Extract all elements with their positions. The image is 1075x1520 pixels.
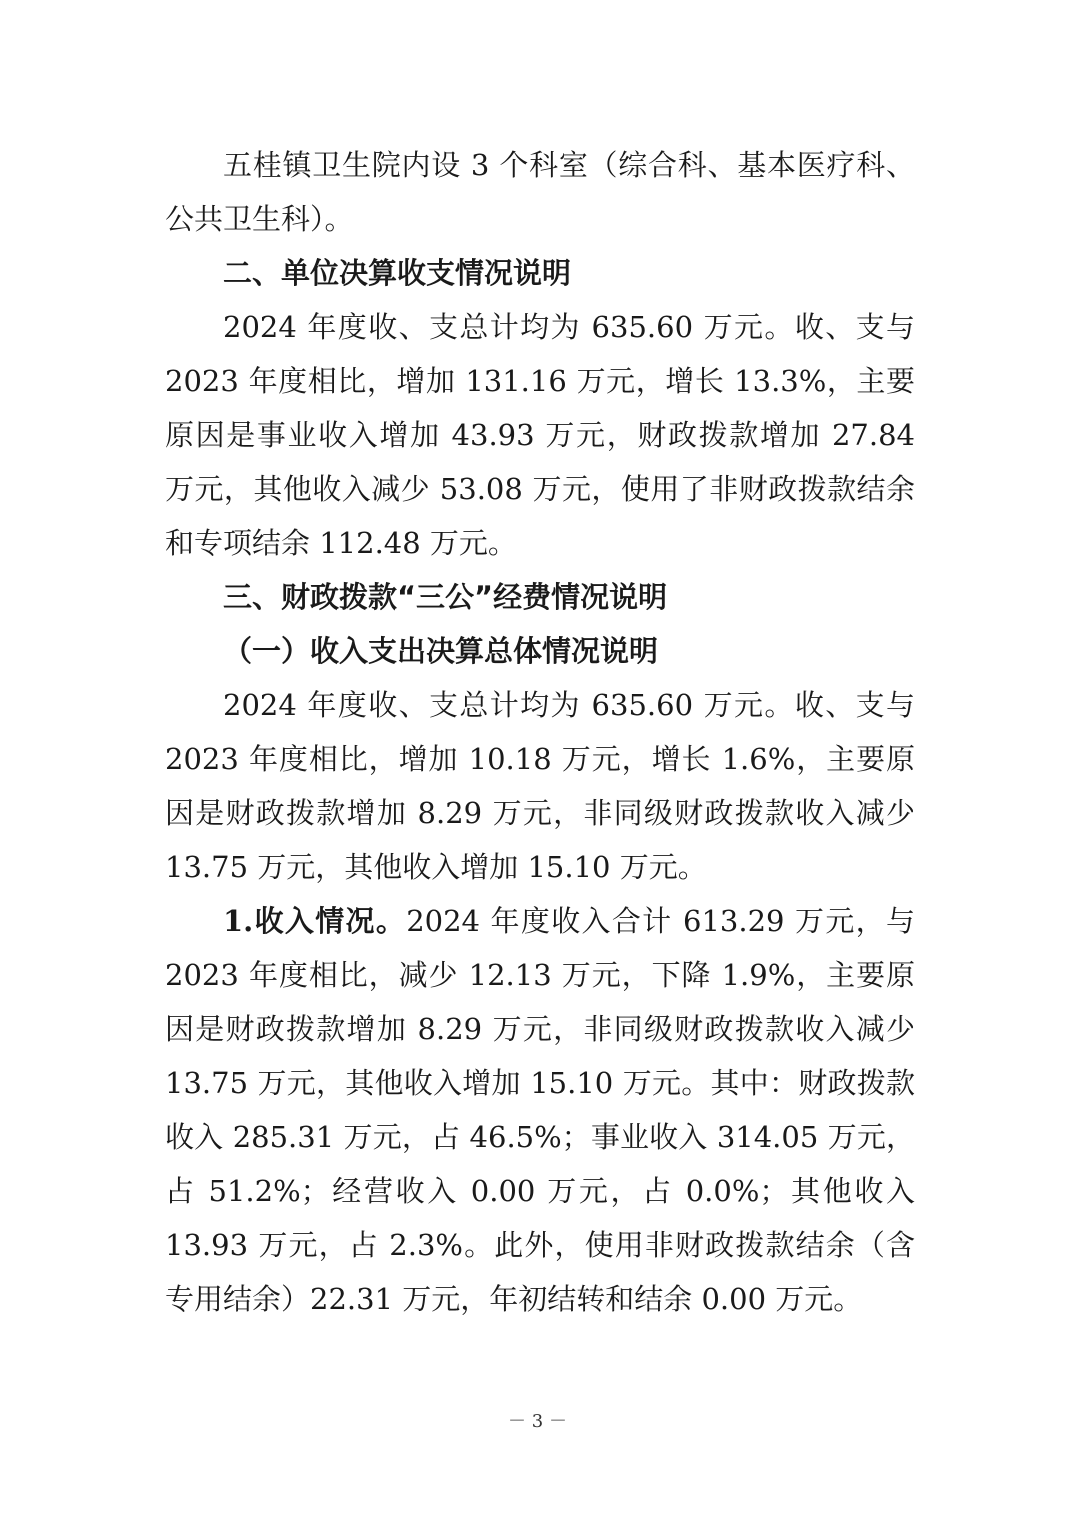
paragraph-overall: 2024 年度收、支总计均为 635.60 万元。收、支与 2023 年度相比，增加 10.18 万元，增长 1.6%，主要原因是财政拨款增加 8.29 万元，非同级财政拨款收入减少 13.75 万元，其他收入增加 15.10 万元。 (165, 688, 915, 884)
page-number: － 3 － (508, 1411, 567, 1432)
subsection-heading-overall: （一）收入支出决算总体情况说明 (223, 634, 659, 668)
paragraph-departments: 五桂镇卫生院内设 3 个科室（综合科、基本医疗科、公共卫生科）。 (165, 148, 915, 236)
section-heading-three-public-expenses: 三、财政拨款“三公”经费情况说明 (223, 580, 668, 614)
section-heading-budget-summary: 二、单位决算收支情况说明 (223, 256, 572, 290)
paragraph-income (165, 894, 915, 1326)
income-lead: 1.收入情况。 (223, 904, 407, 938)
paragraph-budget-summary: 2024 年度收、支总计均为 635.60 万元。收、支与 2023 年度相比，增加 131.16 万元，增长 13.3%，主要原因是事业收入增加 43.93 万元，财政拨款增加 27.84 万元，其他收入减少 53.08 万元，使用了非财政拨款结余和专项结余 112.48 万元。 (165, 310, 915, 560)
document-body (165, 138, 915, 1326)
income-body: 2024 年度收入合计 613.29 万元，与 2023 年度相比，减少 12.13 万元，下降 1.9%，主要原因是财政拨款增加 8.29 万元，非同级财政拨款收入减少 13.75 万元，其他收入增加 15.10 万元。其中：财政拨款收入 285.31 万元，占 46.5%；事业收入 314.05 万元，占 51.2%；经营收入 0.00 万元，占 0.0%；其他收入 13.93 万元，占 2.3%。此外，使用非财政拨款结余（含专用结余）22.31 万元，年初结转和结余 0.00 万元。 (165, 904, 915, 1316)
